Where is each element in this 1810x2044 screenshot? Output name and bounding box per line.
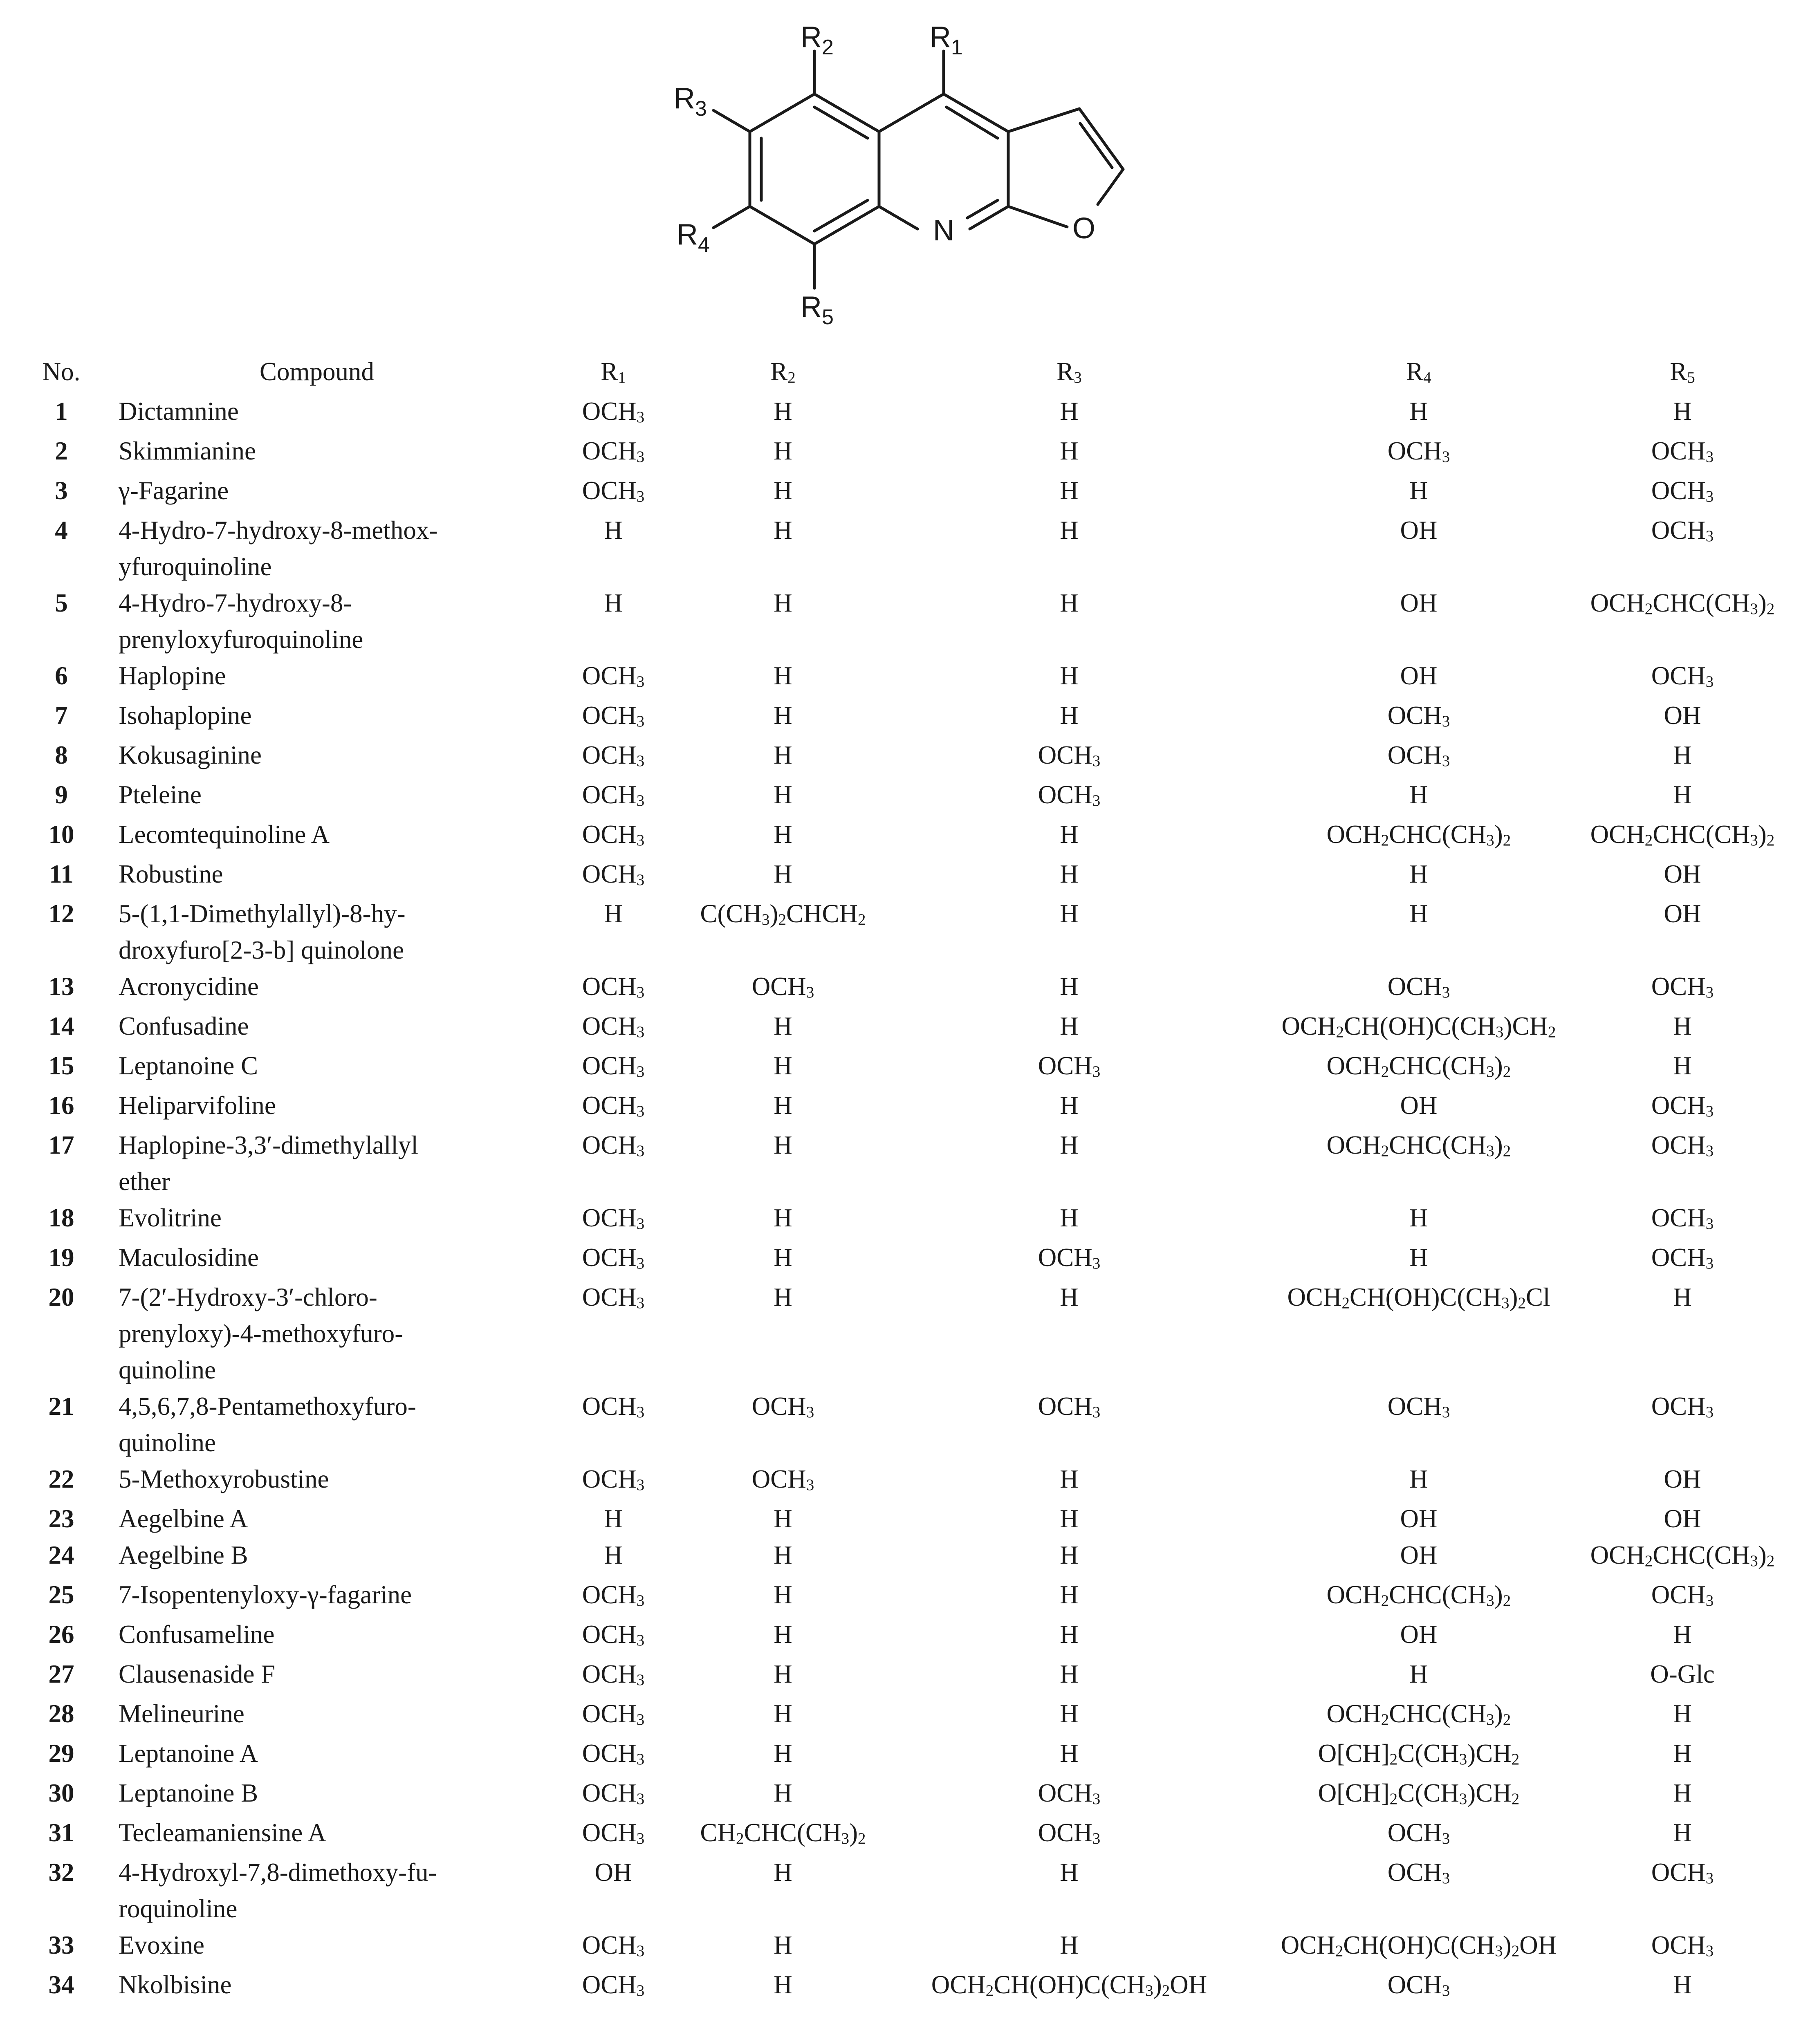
- substituent-r3: OCH2CH(OH)C(CH3)2OH: [931, 1970, 1207, 1999]
- substituent-r3: OCH3: [1038, 1243, 1101, 1272]
- compound-name: γ-Fagarine: [119, 476, 229, 505]
- substituent-r2: OCH3: [751, 1392, 814, 1421]
- table-row: [25, 856, 1791, 896]
- substituent-r2: H: [774, 741, 792, 769]
- substituent-r5: H: [1673, 1970, 1692, 1999]
- substituent-r3: H: [1060, 972, 1079, 1001]
- compound-name: Evolitrine: [119, 1204, 222, 1232]
- table-row: [25, 1775, 1791, 1815]
- compound-number: 26: [48, 1620, 74, 1649]
- table-row: [25, 1537, 1791, 1577]
- substituent-r2: H: [774, 437, 792, 465]
- compound-name: Leptanoine A: [119, 1739, 258, 1768]
- table-row: [25, 1048, 1791, 1087]
- table-row: [25, 1388, 1791, 1461]
- substituent-r3: H: [1060, 589, 1079, 617]
- substituent-r4: H: [1409, 476, 1428, 505]
- substituent-r5: H: [1673, 1739, 1692, 1768]
- substituent-r3: H: [1060, 1931, 1079, 1959]
- table-row: [25, 1127, 1791, 1200]
- compound-name: Kokusaginine: [119, 741, 262, 769]
- substituent-r2: H: [774, 1204, 792, 1232]
- substituent-r5: OCH3: [1651, 437, 1714, 466]
- compound-name: Nkolbisine: [119, 1970, 232, 1999]
- nitrogen-label: N: [933, 214, 954, 247]
- substituent-r5: H: [1673, 1620, 1692, 1649]
- substituent-r3: H: [1060, 1739, 1079, 1768]
- substituent-r4: OH: [1400, 1504, 1438, 1533]
- substituent-r4: OH: [1400, 1541, 1438, 1569]
- substituent-r2: H: [774, 1504, 792, 1533]
- substituent-r4: O[CH]2C(CH3)CH2: [1318, 1739, 1520, 1768]
- substituent-r3: H: [1060, 1091, 1079, 1120]
- compound-number: 8: [55, 741, 68, 769]
- substituent-r2: H: [774, 1091, 792, 1120]
- table-row: [25, 1656, 1791, 1696]
- compound-number: 10: [48, 820, 74, 849]
- compound-number: 22: [48, 1465, 74, 1493]
- substituent-r5: OH: [1664, 899, 1701, 928]
- compound-name: Leptanoine B: [119, 1779, 258, 1807]
- substituent-r2: H: [774, 780, 792, 809]
- substituent-r3: H: [1060, 1504, 1079, 1533]
- substituent-r2: H: [774, 1660, 792, 1688]
- table-row: [25, 473, 1791, 512]
- compound-number: 19: [48, 1243, 74, 1272]
- compound-number: 1: [55, 397, 68, 426]
- compound-number: 28: [48, 1699, 74, 1728]
- substituent-r2: H: [774, 1051, 792, 1080]
- compound-name: Maculosidine: [119, 1243, 259, 1272]
- substituent-r3: H: [1060, 860, 1079, 888]
- column-header-4: R3: [1056, 357, 1082, 386]
- substituent-r4: H: [1409, 780, 1428, 809]
- substituent-r5: OCH3: [1651, 1243, 1714, 1272]
- substituent-r2: H: [774, 1739, 792, 1768]
- substituent-r5: OCH2CHC(CH3)2: [1590, 589, 1775, 618]
- substituent-r2: H: [774, 1283, 792, 1311]
- substituent-r4: H: [1409, 397, 1428, 426]
- substituent-r3: H: [1060, 1699, 1079, 1728]
- substituent-r1: OCH3: [582, 1243, 645, 1272]
- substituent-r5: H: [1673, 1818, 1692, 1847]
- compound-number: 27: [48, 1660, 74, 1688]
- substituent-r4: OCH2CHC(CH3)2: [1326, 1699, 1511, 1728]
- table-body: [25, 393, 1791, 2006]
- substituent-r1: H: [604, 589, 623, 617]
- substituent-r5: O-Glc: [1650, 1660, 1715, 1688]
- compound-number: 23: [48, 1504, 74, 1533]
- compound-number: 32: [48, 1858, 74, 1887]
- substituent-r5: OCH3: [1651, 1091, 1714, 1120]
- table-row: [25, 1461, 1791, 1501]
- substituent-r4: OCH2CHC(CH3)2: [1326, 1131, 1511, 1160]
- substituent-r2: C(CH3)2CHCH2: [700, 899, 866, 928]
- substituent-r4: H: [1409, 1660, 1428, 1688]
- substituent-r3: OCH3: [1038, 1392, 1101, 1421]
- substituent-r1: OCH3: [582, 1699, 645, 1728]
- substituent-r4: OCH3: [1387, 1818, 1450, 1847]
- table-row: [25, 512, 1791, 585]
- compound-name: 4-Hydroxyl-7,8-dimethoxy-fu- roquinoline: [119, 1858, 437, 1923]
- substituent-r3: H: [1060, 516, 1079, 545]
- column-header-6: R5: [1670, 357, 1695, 386]
- substituent-r1: OCH3: [582, 701, 645, 730]
- table-row: [25, 1735, 1791, 1775]
- table-row: [25, 1087, 1791, 1127]
- substituent-r3: H: [1060, 437, 1079, 465]
- substituent-r4: OCH2CH(OH)C(CH3)2OH: [1281, 1931, 1557, 1960]
- compound-number: 30: [48, 1779, 74, 1807]
- r4-label: $R_4$: [677, 218, 710, 257]
- substituent-r1: OCH3: [582, 860, 645, 889]
- compound-name: Leptanoine C: [119, 1051, 258, 1080]
- substituent-r1: OCH3: [582, 397, 645, 426]
- compound-name: 5-(1,1-Dimethylallyl)-8-hy- droxyfuro[2-3-b] quinolone: [119, 899, 406, 964]
- substituent-r5: H: [1673, 1699, 1692, 1728]
- substituent-r4: OH: [1400, 661, 1438, 690]
- substituent-r1: OCH3: [582, 1465, 645, 1494]
- substituent-r3: H: [1060, 701, 1079, 730]
- substituent-r5: OCH3: [1651, 1580, 1714, 1609]
- substituent-r3: H: [1060, 820, 1079, 849]
- substituent-r4: OH: [1400, 1620, 1438, 1649]
- compound-name: Evoxine: [119, 1931, 204, 1959]
- substituent-r1: OCH3: [582, 1283, 645, 1312]
- r1-label: $R_1$: [930, 21, 963, 59]
- compound-name: Heliparvifoline: [119, 1091, 276, 1120]
- substituent-r5: OCH3: [1651, 1931, 1714, 1960]
- compound-name: 7-Isopentenyloxy-γ-fagarine: [119, 1580, 412, 1609]
- substituent-r3: H: [1060, 1465, 1079, 1493]
- compound-name: 4,5,6,7,8-Pentamethoxyfuro- quinoline: [119, 1392, 416, 1457]
- furoquinoline-structure: [638, 16, 1169, 352]
- substituent-r2: H: [774, 1620, 792, 1649]
- substituent-r4: OCH3: [1387, 437, 1450, 466]
- substituent-r4: H: [1409, 860, 1428, 888]
- substituent-r5: OCH2CHC(CH3)2: [1590, 1541, 1775, 1570]
- substituent-r1: OCH3: [582, 972, 645, 1001]
- substituent-r2: H: [774, 1779, 792, 1807]
- table-row: [25, 433, 1791, 473]
- r2-label: $R_2$: [801, 21, 834, 59]
- substituent-r4: OCH3: [1387, 1858, 1450, 1887]
- substituent-r1: H: [604, 1504, 623, 1533]
- substituent-r2: H: [774, 1699, 792, 1728]
- compound-name: Lecomtequinoline A: [119, 820, 330, 849]
- substituent-r3: H: [1060, 899, 1079, 928]
- compound-number: 6: [55, 661, 68, 690]
- compound-number: 33: [48, 1931, 74, 1959]
- table-row: [25, 1577, 1791, 1616]
- substituent-r2: OCH3: [751, 1465, 814, 1494]
- substituent-r1: OCH3: [582, 1012, 645, 1041]
- substituent-r3: H: [1060, 1204, 1079, 1232]
- substituent-r3: H: [1060, 476, 1079, 505]
- substituent-r1: OCH3: [582, 741, 645, 770]
- column-header-0: No.: [42, 357, 81, 386]
- substituent-r4: OCH3: [1387, 701, 1450, 730]
- substituent-r5: OCH3: [1651, 1858, 1714, 1887]
- compound-number: 25: [48, 1580, 74, 1609]
- substituent-r4: OCH2CHC(CH3)2: [1326, 820, 1511, 849]
- substituent-r4: H: [1409, 899, 1428, 928]
- compound-number: 16: [48, 1091, 74, 1120]
- compound-number: 31: [48, 1818, 74, 1847]
- substituent-r2: H: [774, 860, 792, 888]
- substituent-r4: OCH3: [1387, 1392, 1450, 1421]
- substituent-r4: O[CH]2C(CH3)CH2: [1318, 1779, 1520, 1808]
- substituent-r2: H: [774, 820, 792, 849]
- substituent-r4: OCH2CHC(CH3)2: [1326, 1051, 1511, 1080]
- table-row: [25, 697, 1791, 737]
- substituent-r1: OCH3: [582, 1739, 645, 1768]
- table-row: [25, 1616, 1791, 1656]
- compound-number: 5: [55, 589, 68, 617]
- substituent-r3: H: [1060, 1283, 1079, 1311]
- substituent-r5: H: [1673, 1779, 1692, 1807]
- compound-number: 4: [55, 516, 68, 545]
- compound-number: 24: [48, 1541, 74, 1569]
- substituent-r1: OCH3: [582, 1931, 645, 1960]
- table-row: [25, 1967, 1791, 2006]
- substituent-r1: OCH3: [582, 1051, 645, 1080]
- substituent-r2: H: [774, 397, 792, 426]
- substituent-r3: H: [1060, 1131, 1079, 1159]
- compound-number: 14: [48, 1012, 74, 1040]
- substituent-r5: OCH2CHC(CH3)2: [1590, 820, 1775, 849]
- table-row: [25, 1200, 1791, 1239]
- compound-name: 5-Methoxyrobustine: [119, 1465, 329, 1493]
- column-header-2: R1: [601, 357, 626, 386]
- substituent-r1: OCH3: [582, 1204, 645, 1233]
- compound-number: 12: [48, 899, 74, 928]
- substituent-r5: OCH3: [1651, 1131, 1714, 1160]
- compound-number: 34: [48, 1970, 74, 1999]
- substituent-r2: H: [774, 1931, 792, 1959]
- substituent-r2: CH2CHC(CH3)2: [700, 1818, 866, 1847]
- substituent-r5: OCH3: [1651, 972, 1714, 1001]
- table-row: [25, 777, 1791, 816]
- compound-number: 29: [48, 1739, 74, 1768]
- substituent-r3: OCH3: [1038, 780, 1101, 809]
- substituent-r2: H: [774, 701, 792, 730]
- substituent-r1: OCH3: [582, 1131, 645, 1160]
- substituent-r3: H: [1060, 1858, 1079, 1887]
- substituent-r4: OCH3: [1387, 1970, 1450, 1999]
- compound-name: 4-Hydro-7-hydroxy-8- prenyloxyfuroquinoline: [119, 589, 363, 654]
- compound-name: Aegelbine B: [119, 1541, 248, 1569]
- compound-name: Aegelbine A: [119, 1504, 248, 1533]
- compound-name: Dictamnine: [119, 397, 239, 426]
- substituent-r4: OCH2CH(OH)C(CH3)2Cl: [1287, 1283, 1550, 1312]
- substituent-r2: H: [774, 661, 792, 690]
- column-header-3: R2: [770, 357, 796, 386]
- substituent-r2: H: [774, 516, 792, 545]
- compound-name: Melineurine: [119, 1699, 244, 1728]
- substituent-r5: H: [1673, 741, 1692, 769]
- table-row: [25, 1279, 1791, 1388]
- substituent-r1: OCH3: [582, 1970, 645, 1999]
- compound-name: 7-(2′-Hydroxy-3′-chloro- prenyloxy)-4-methoxyfuro- quinoline: [119, 1283, 404, 1384]
- substituent-r2: H: [774, 1243, 792, 1272]
- substituent-r1: OCH3: [582, 1091, 645, 1120]
- substituent-r2: H: [774, 1131, 792, 1159]
- compound-name: 4-Hydro-7-hydroxy-8-methox- yfuroquinoline: [119, 516, 438, 581]
- substituent-r4: OCH3: [1387, 972, 1450, 1001]
- r5-label: $R_5$: [801, 291, 834, 329]
- substituent-r1: H: [604, 899, 623, 928]
- substituent-r4: OCH2CHC(CH3)2: [1326, 1580, 1511, 1609]
- table-row: [25, 896, 1791, 968]
- substituent-r1: OCH3: [582, 1779, 645, 1808]
- substituent-r4: H: [1409, 1204, 1428, 1232]
- table-row: [25, 1854, 1791, 1927]
- substituent-r1: OCH3: [582, 1620, 645, 1649]
- substituent-r1: OCH3: [582, 1660, 645, 1689]
- compound-name: Clausenaside F: [119, 1660, 276, 1688]
- compound-name: Confusameline: [119, 1620, 275, 1649]
- substituent-r5: OCH3: [1651, 476, 1714, 505]
- substituent-r3: OCH3: [1038, 1818, 1101, 1847]
- compound-number: 15: [48, 1051, 74, 1080]
- compound-number: 21: [48, 1392, 74, 1421]
- substituent-r3: H: [1060, 1580, 1079, 1609]
- substituent-r5: OCH3: [1651, 1204, 1714, 1233]
- table-row: [25, 1501, 1791, 1537]
- substituent-r3: OCH3: [1038, 1779, 1101, 1808]
- substituent-r1: OCH3: [582, 1392, 645, 1421]
- table-row: [25, 1239, 1791, 1279]
- table-row: [25, 816, 1791, 856]
- substituent-r2: H: [774, 1858, 792, 1887]
- compound-number: 3: [55, 476, 68, 505]
- compound-name: Tecleamaniensine A: [119, 1818, 327, 1847]
- table-row: [25, 1696, 1791, 1735]
- substituent-r4: OH: [1400, 516, 1438, 545]
- substituent-r4: OCH3: [1387, 741, 1450, 770]
- compound-number: 11: [49, 860, 74, 888]
- compound-name: Robustine: [119, 860, 223, 888]
- substituent-r1: OCH3: [582, 476, 645, 505]
- substituent-r1: H: [604, 516, 623, 545]
- substituent-r1: OCH3: [582, 780, 645, 809]
- substituent-r5: OH: [1664, 860, 1701, 888]
- substituent-r5: H: [1673, 397, 1692, 426]
- substituent-r5: OCH3: [1651, 661, 1714, 690]
- compound-number: 13: [48, 972, 74, 1001]
- substituent-r1: OCH3: [582, 437, 645, 466]
- furoquinoline-table: [25, 354, 1791, 2006]
- table-header-row: [25, 354, 1791, 393]
- column-header-5: R4: [1406, 357, 1431, 386]
- substituent-r5: OH: [1664, 701, 1701, 730]
- substituent-r2: H: [774, 1541, 792, 1569]
- r3-label: $R_3$: [674, 82, 707, 121]
- compound-number: 18: [48, 1204, 74, 1232]
- table-row: [25, 1815, 1791, 1854]
- substituent-r5: OCH3: [1651, 1392, 1714, 1421]
- table-row: [25, 1927, 1791, 1967]
- compound-name: Haplopine: [119, 661, 226, 690]
- substituent-r5: H: [1673, 1012, 1692, 1040]
- substituent-r4: H: [1409, 1243, 1428, 1272]
- substituent-r1: OCH3: [582, 1818, 645, 1847]
- substituent-r3: OCH3: [1038, 741, 1101, 770]
- substituent-r1: OCH3: [582, 1580, 645, 1609]
- substituent-r4: H: [1409, 1465, 1428, 1493]
- substituent-r3: H: [1060, 1620, 1079, 1649]
- compound-number: 20: [48, 1283, 74, 1311]
- substituent-r3: H: [1060, 1541, 1079, 1569]
- substituent-r4: OH: [1400, 589, 1438, 617]
- substituent-r3: H: [1060, 1660, 1079, 1688]
- compound-number: 17: [48, 1131, 74, 1159]
- table-row: [25, 658, 1791, 697]
- substituent-r5: H: [1673, 780, 1692, 809]
- substituent-r4: OCH2CH(OH)C(CH3)CH2: [1281, 1012, 1556, 1041]
- substituent-r4: OH: [1400, 1091, 1438, 1120]
- compound-name: Confusadine: [119, 1012, 249, 1040]
- compound-number: 2: [55, 437, 68, 465]
- table-row: [25, 1008, 1791, 1048]
- compound-name: Acronycidine: [119, 972, 259, 1001]
- substituent-r1: OCH3: [582, 820, 645, 849]
- substituent-r5: H: [1673, 1051, 1692, 1080]
- substituent-r2: H: [774, 476, 792, 505]
- compound-name: Haplopine-3,3′-dimethylallyl ether: [119, 1131, 418, 1196]
- substituent-r2: OCH3: [751, 972, 814, 1001]
- substituent-r1: H: [604, 1541, 623, 1569]
- substituent-r3: OCH3: [1038, 1051, 1101, 1080]
- column-header-1: Compound: [259, 357, 375, 386]
- substituent-r5: OH: [1664, 1504, 1701, 1533]
- substituent-r5: OH: [1664, 1465, 1701, 1493]
- compound-name: Isohaplopine: [119, 701, 252, 730]
- substituent-r1: OCH3: [582, 661, 645, 690]
- substituent-r5: H: [1673, 1283, 1692, 1311]
- substituent-r3: H: [1060, 397, 1079, 426]
- substituent-r2: H: [774, 1012, 792, 1040]
- compound-name: Pteleine: [119, 780, 202, 809]
- substituent-r3: H: [1060, 661, 1079, 690]
- substituent-r3: H: [1060, 1012, 1079, 1040]
- substituent-r1: OH: [594, 1858, 632, 1887]
- table-row: [25, 968, 1791, 1008]
- table-row: [25, 585, 1791, 658]
- table-row: [25, 737, 1791, 777]
- substituent-r2: H: [774, 1970, 792, 1999]
- table-row: [25, 393, 1791, 433]
- compound-name: Skimmianine: [119, 437, 256, 465]
- oxygen-label: O: [1072, 212, 1096, 245]
- substituent-r5: OCH3: [1651, 516, 1714, 545]
- substituent-r2: H: [774, 589, 792, 617]
- compound-number: 7: [55, 701, 68, 730]
- substituent-r2: H: [774, 1580, 792, 1609]
- compound-number: 9: [55, 780, 68, 809]
